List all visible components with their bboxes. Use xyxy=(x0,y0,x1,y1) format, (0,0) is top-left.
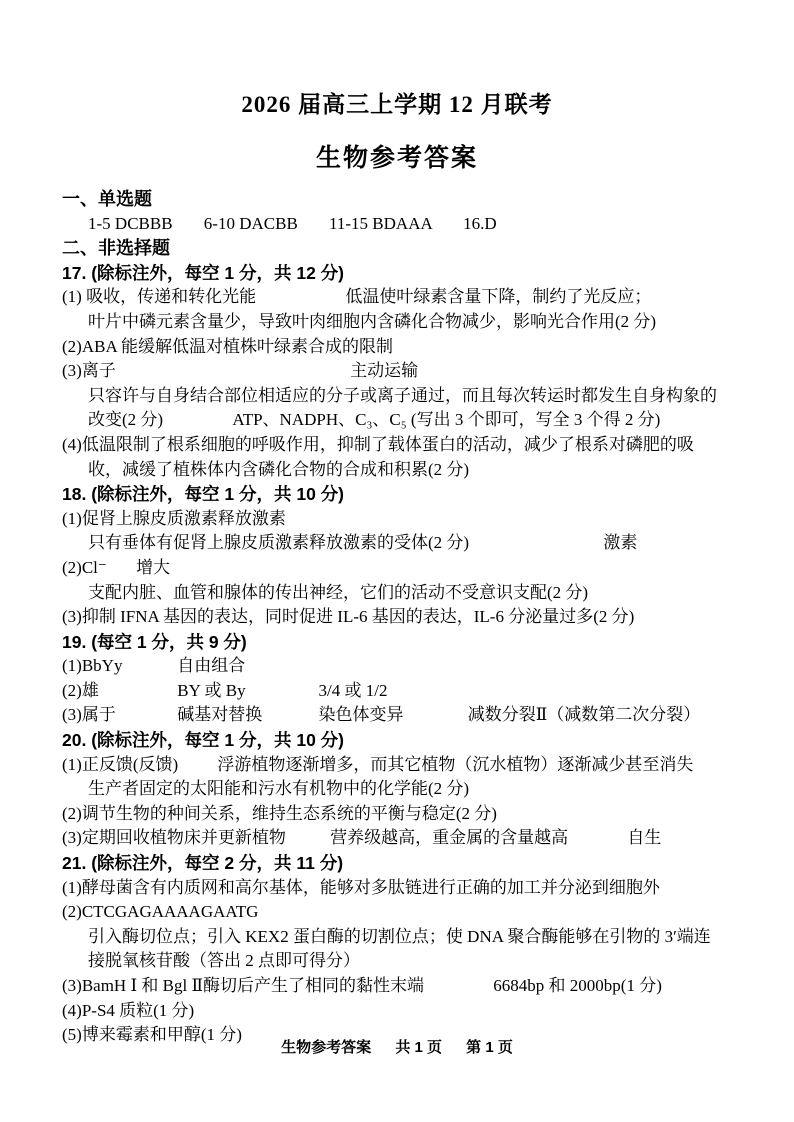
answer-blank: (1)BbYy xyxy=(62,656,123,676)
answer-group-1-5: 1-5 DCBBB xyxy=(88,213,173,233)
answer-blank: 自生 xyxy=(627,828,662,848)
answer-group-6-10: 6-10 DACBB xyxy=(203,213,298,233)
answer-blank: 低温使叶绿素含量下降，制约了光反应； xyxy=(345,287,652,307)
answer-line: (1)酵母菌含有内质网和高尔基体，能够对多肽链进行正确的加工并分泌到细胞外 xyxy=(62,877,660,897)
footer-total-pages: 共 1 页 xyxy=(395,1039,442,1056)
answer-line: (4)P-S4 质粒(1 分) xyxy=(62,1000,195,1020)
question-17 xyxy=(62,261,732,482)
question-20 xyxy=(62,728,732,851)
answer-line xyxy=(62,753,732,778)
exam-title: 2026 届高三上学期 12 月联考 xyxy=(241,92,553,117)
question-20-heading: 20. (除标注外，每空 1 分，共 10 分) xyxy=(62,730,344,751)
answer-line xyxy=(62,285,732,310)
answer-key-title: 生物参考答案 xyxy=(315,144,478,172)
answer-blank: 浮游植物逐渐增多，而其它植物（沉水植物）逐渐减少甚至消失 xyxy=(217,754,694,774)
footer-doc-name: 生物参考答案 xyxy=(281,1039,372,1056)
question-18 xyxy=(62,482,732,630)
answer-blank: (2)雄 xyxy=(62,680,99,700)
answer-line: 只容许与自身结合部位相适应的分子或离子通过，而且每次转运时都发生自身构象的 xyxy=(88,385,717,405)
answer-blank: (3)BamH Ⅰ 和 Bgl Ⅱ酶切后产生了相同的黏性末端 xyxy=(62,976,425,995)
answer-line: (2)CTCGAGAAAAGAATG xyxy=(62,902,259,922)
question-17-heading: 17. (除标注外，每空 1 分，共 12 分) xyxy=(62,262,344,283)
answer-blank: BY 或 By xyxy=(177,680,246,700)
answer-line: 引入酶切位点；引入 KEX2 蛋白酶的切割位点；使 DNA 聚合酶能够在引物的 3′端连 xyxy=(88,926,711,946)
document-body xyxy=(62,187,732,1048)
answer-line xyxy=(62,531,732,556)
answer-blank: (2)Cl⁻ xyxy=(62,557,107,577)
answer-blank: (1) 吸收，传递和转化光能 xyxy=(62,287,257,307)
answer-line: 叶片中磷元素含量少，导致叶肉细胞内含磷化合物减少，影响光合作用(2 分) xyxy=(88,311,657,331)
answer-blank: ATP、NADPH、C₃、C₅ (写出 3 个即可，写全 3 个得 2 分) xyxy=(232,410,661,430)
answer-line xyxy=(62,408,732,433)
answer-blank: 只有垂体有促肾上腺皮质激素释放激素的受体(2 分) xyxy=(88,533,470,553)
answer-blank: (3)离子 xyxy=(62,361,116,381)
question-18-heading: 18. (除标注外，每空 1 分，共 10 分) xyxy=(62,484,344,505)
answer-line: 支配内脏、血管和腺体的传出神经，它们的活动不受意识支配(2 分) xyxy=(88,582,589,602)
answer-line xyxy=(62,974,732,999)
answer-blank: 营养级越高，重金属的含量越高 xyxy=(330,828,569,848)
answer-line: (4)低温限制了根系细胞的呼吸作用，抑制了载体蛋白的活动，减少了根系对磷肥的吸 xyxy=(62,434,694,454)
answer-blank: 自由组合 xyxy=(177,656,246,676)
answer-blank: (1)正反馈(反馈) xyxy=(62,754,179,774)
answer-blank: 染色体变异 xyxy=(318,705,404,725)
answer-line: (5)博来霉素和甲醇(1 分) xyxy=(62,1025,242,1045)
answer-line: (1)促肾上腺皮质激素释放激素 xyxy=(62,508,286,528)
answer-line xyxy=(62,556,732,581)
answer-group-11-15: 11-15 BDAAA xyxy=(329,213,432,233)
answer-line: 生产者固定的太阳能和污水有机物中的化学能(2 分) xyxy=(88,779,470,799)
answer-blank: 6684bp 和 2000bp(1 分) xyxy=(493,976,662,995)
single-choice-answer-row xyxy=(62,212,732,237)
section-heading-single-choice: 一、单选题 xyxy=(62,189,152,209)
section-heading-non-choice: 二、非选择题 xyxy=(62,238,170,259)
answer-line xyxy=(62,359,732,384)
footer-page-number: 第 1 页 xyxy=(466,1039,513,1056)
question-21-heading: 21. (除标注外，每空 2 分，共 11 分) xyxy=(62,853,344,874)
answer-line: (2)调节生物的种间关系，维持生态系统的平衡与稳定(2 分) xyxy=(62,803,497,823)
answer-blank: (3)定期回收植物床并更新植物 xyxy=(62,828,286,848)
answer-blank: 减数分裂Ⅱ（减数第二次分裂） xyxy=(467,705,701,725)
answer-line xyxy=(62,679,732,704)
answer-group-16: 16.D xyxy=(463,213,497,233)
answer-blank: 激素 xyxy=(603,533,638,553)
answer-line xyxy=(62,703,732,728)
answer-blank: 碱基对替换 xyxy=(177,705,263,725)
answer-line: 收，减缓了植株体内含磷化合物的合成和积累(2 分) xyxy=(88,459,470,479)
answer-blank: 3/4 或 1/2 xyxy=(318,680,388,700)
answer-line: 接脱氧核苷酸（答出 2 点即可得分） xyxy=(88,951,360,971)
answer-blank: (3)属于 xyxy=(62,705,116,725)
answer-line: (2)ABA 能缓解低温对植株叶绿素合成的限制 xyxy=(62,336,394,356)
answer-blank: 增大 xyxy=(136,557,171,577)
page-footer xyxy=(0,1036,794,1057)
answer-line: (3)抑制 IFNA 基因的表达，同时促进 IL-6 基因的表达，IL-6 分泌量过多(2 分) xyxy=(62,607,635,627)
answer-line xyxy=(62,654,732,679)
answer-line xyxy=(62,826,732,851)
answer-blank: 主动运输 xyxy=(350,361,419,381)
question-21 xyxy=(62,851,732,1048)
answer-blank: 改变(2 分) xyxy=(88,410,164,430)
question-19 xyxy=(62,630,732,728)
question-19-heading: 19. (每空 1 分，共 9 分) xyxy=(62,631,247,652)
